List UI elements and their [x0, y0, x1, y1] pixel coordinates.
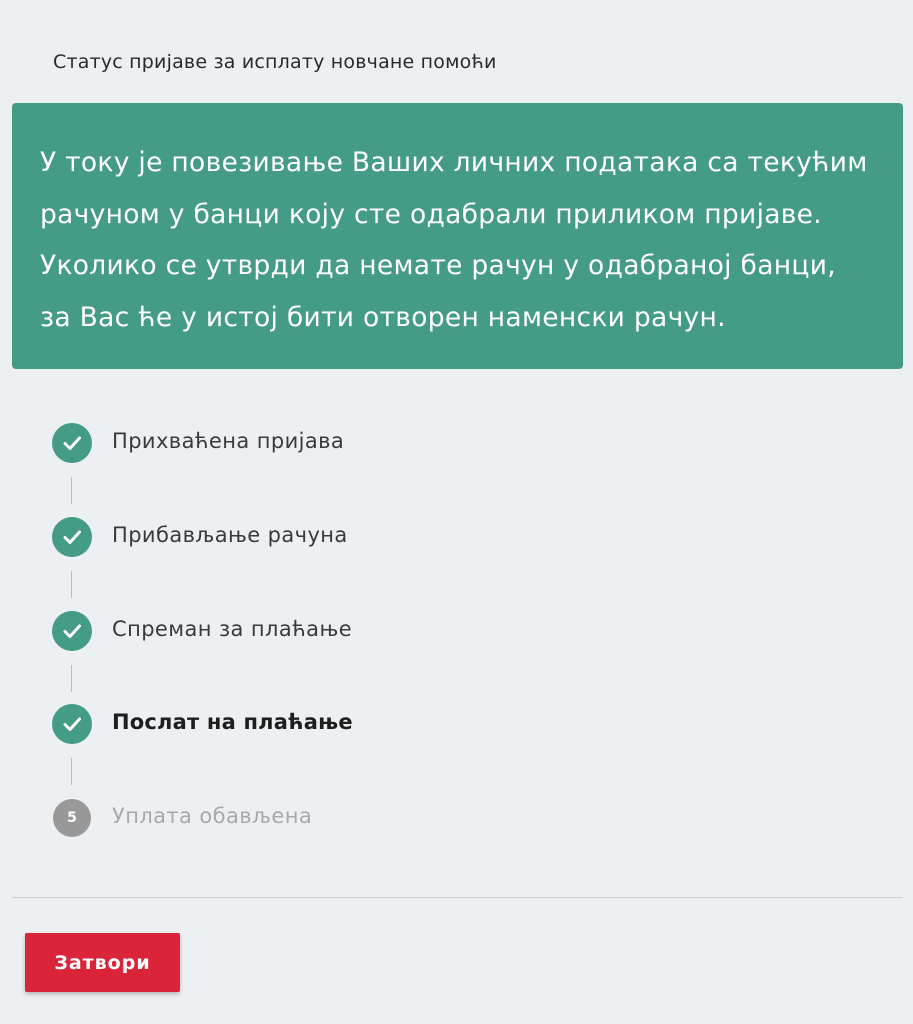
info-alert: [12, 103, 903, 369]
step-connector: [71, 758, 72, 785]
step-connector: [71, 571, 72, 598]
step-label: Прибављање рачуна: [112, 523, 348, 547]
step-item: [52, 423, 552, 463]
step-item-pending: [52, 798, 552, 838]
step-number-badge: [53, 799, 91, 837]
check-icon: [52, 611, 92, 651]
close-button[interactable]: Затвори: [25, 933, 180, 992]
step-item: [52, 611, 552, 651]
step-label: Уплата обављена: [112, 804, 313, 828]
check-icon: [52, 423, 92, 463]
footer-divider: [12, 897, 903, 898]
step-connector: [71, 477, 72, 504]
step-connector: [71, 665, 72, 692]
step-number: 5: [67, 810, 77, 826]
step-label: Спреман за плаћање: [112, 617, 353, 641]
step-label: Прихваћена пријава: [112, 429, 345, 453]
check-icon: [52, 517, 92, 557]
check-icon: [52, 704, 92, 744]
step-item-current: [52, 704, 552, 744]
info-message: У току је повезивање Ваших личних података са текућим рачуном у банци коју сте одабрали приликом пријаве. Уколико се утврди да немате рачун у одабраној банци, за Вас ће у истој бити отворен наменски рачун.: [40, 147, 868, 333]
step-label: Послат на плаћање: [112, 710, 353, 734]
step-item: [52, 517, 552, 557]
modal-title: Статус пријаве за исплату новчане помоћи: [53, 51, 497, 73]
